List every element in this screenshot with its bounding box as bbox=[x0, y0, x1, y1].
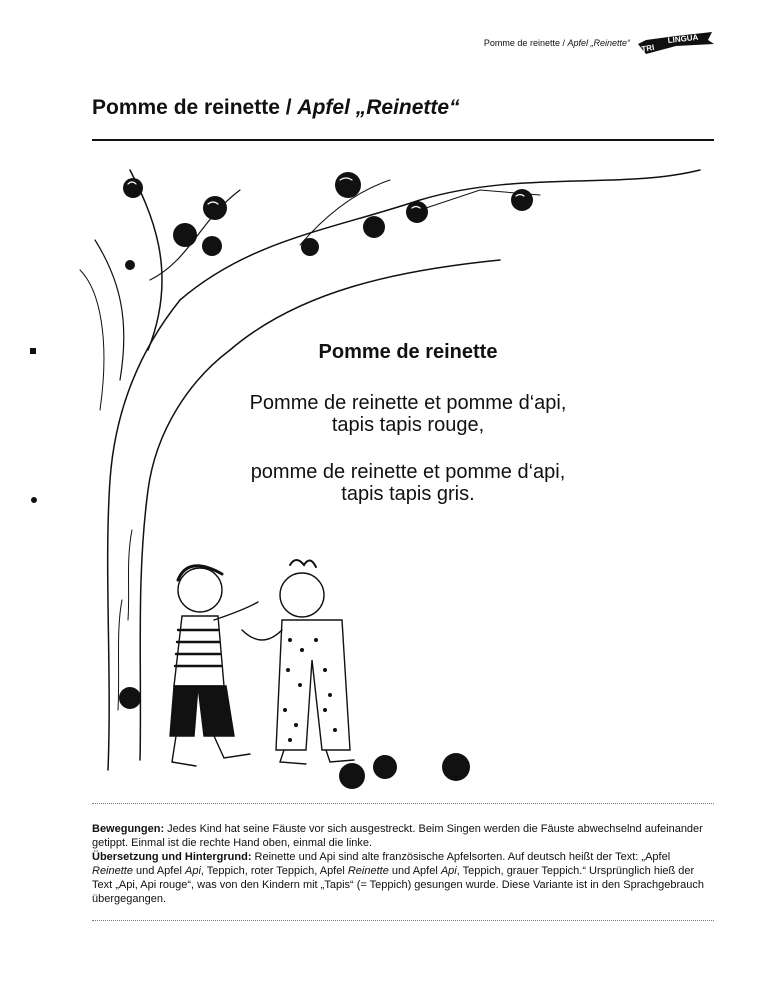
translation-italic: Api bbox=[440, 865, 457, 877]
notes-section bbox=[92, 822, 714, 906]
translation-italic: Reinette bbox=[92, 865, 133, 877]
trilingua-logo bbox=[636, 30, 716, 58]
poem-line: tapis tapis rouge, bbox=[331, 414, 485, 436]
translation-text: und Apfel bbox=[388, 865, 441, 877]
notes-top-divider bbox=[92, 803, 714, 804]
translation-label: Übersetzung und Hintergrund: bbox=[92, 851, 252, 863]
translation-italic: Reinette bbox=[347, 865, 389, 877]
movements-label: Bewegungen: bbox=[92, 823, 165, 835]
page-title-italic: Apfel „Reinette“ bbox=[297, 96, 460, 119]
bullet-dot bbox=[31, 497, 37, 503]
running-header-plain: Pomme de reinette / bbox=[483, 38, 568, 48]
poem-line: Pomme de reinette et pomme d‘api, bbox=[249, 392, 567, 414]
page-title bbox=[92, 96, 460, 120]
translation-italic: Api bbox=[184, 865, 201, 877]
logo-text-left: TRI bbox=[640, 42, 656, 54]
title-divider bbox=[92, 139, 714, 141]
poem-line: pomme de reinette et pomme d‘api, bbox=[250, 461, 566, 483]
translation-text: und Apfel bbox=[132, 865, 185, 877]
poem-line: tapis tapis gris. bbox=[341, 483, 475, 505]
running-header-italic: Apfel „Reinette“ bbox=[567, 38, 630, 48]
poem-title: Pomme de reinette bbox=[318, 341, 498, 363]
page-title-plain: Pomme de reinette / bbox=[92, 96, 298, 119]
movements-paragraph bbox=[92, 822, 714, 850]
poem-stanza-1 bbox=[170, 392, 646, 436]
translation-text: , Teppich, roter Teppich, Apfel bbox=[200, 865, 348, 877]
bullet-square bbox=[30, 348, 36, 354]
logo-text-right: LINGUA bbox=[667, 32, 699, 45]
poem-stanza-2 bbox=[170, 461, 646, 505]
running-header bbox=[440, 38, 630, 48]
translation-text: Reinette und Api sind alte französische Apfelsorten. Auf deutsch heißt der Text: „Apfel bbox=[251, 851, 671, 863]
notes-bottom-divider bbox=[92, 920, 714, 921]
translation-text: , Teppich, grauer Teppich.“ Ursprünglich hieß der Text „Api, Api rouge“, was von den Kindern mit „Tapis“ (= Teppich) gesungen wurde. Diese Variante ist in den Sprachgebrauch übergegangen. bbox=[92, 865, 704, 905]
movements-text: Jedes Kind hat seine Fäuste vor sich ausgestreckt. Beim Singen werden die Fäuste abwechselnd aufeinander getippt. Einmal ist die rechte Hand oben, einmal die linke. bbox=[92, 823, 703, 849]
translation-paragraph bbox=[92, 850, 714, 906]
